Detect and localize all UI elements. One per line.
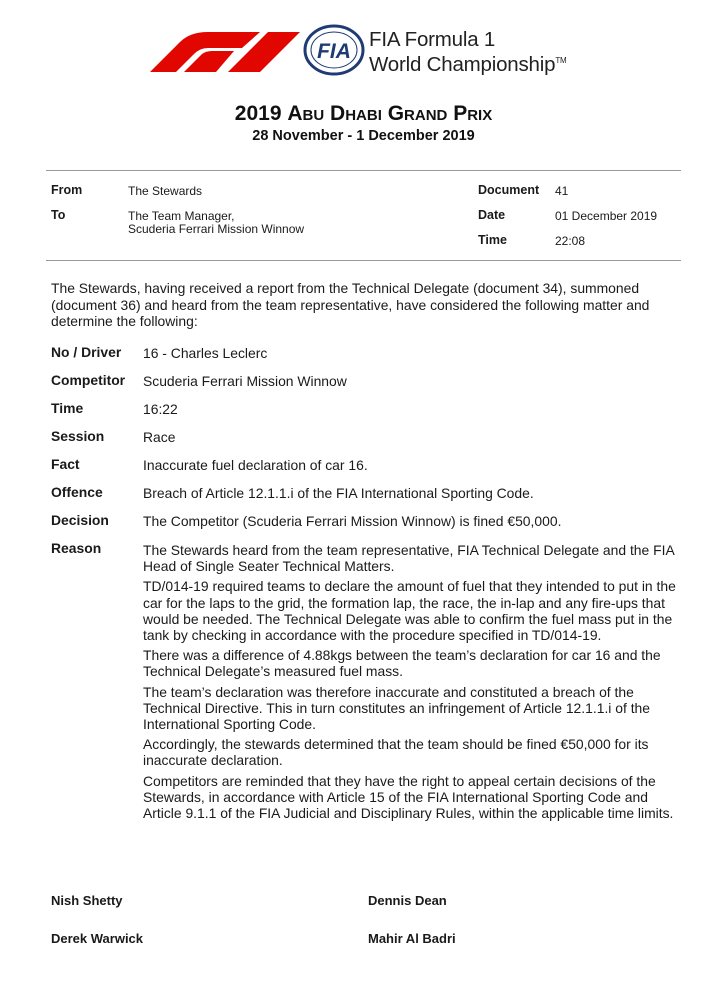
field-label-offence: Offence: [51, 484, 103, 500]
reason-text: [143, 542, 683, 825]
field-label-reason: Reason: [51, 540, 102, 556]
from-value: The Stewards: [128, 184, 203, 198]
header-logo: [150, 24, 580, 76]
reason-paragraph-3: There was a difference of 4.88kgs between the team’s declaration for car 16 and the Technical Delegate’s measured fuel mass.: [143, 647, 661, 680]
signatory-4: Mahir Al Badri: [368, 931, 456, 946]
field-value-time: 16:22: [143, 401, 178, 417]
field-value-fact: Inaccurate fuel declaration of car 16.: [143, 457, 368, 473]
reason-paragraph-2: TD/014-19 required teams to declare the amount of fuel that they intended to put in the car for the laps to the grid, the formation lap, the race, the in-lap and any fire-ups that would be needed. The Technical Delegate was able to confirm the fuel mass put in the tank by checking in accordance with the procedure specified in TD/014-19.: [143, 578, 676, 644]
divider-bottom: [46, 260, 681, 261]
reason-paragraph-4: The team’s declaration was therefore inaccurate and constituted a breach of the Technical Directive. This in turn constitutes an infringement of Article 12.1.1.i of the International Sporting Code.: [143, 683, 651, 733]
org-name: [369, 29, 566, 75]
field-value-offence: Breach of Article 12.1.1.i of the FIA International Sporting Code.: [143, 485, 534, 501]
title-event: Abu Dhabi Grand Prix: [287, 102, 493, 125]
event-dates: 28 November - 1 December 2019: [252, 128, 475, 144]
to-label: To: [51, 208, 66, 222]
to-value-line-2: Scuderia Ferrari Mission Winnow: [128, 222, 305, 236]
signatory-3: Derek Warwick: [51, 931, 144, 946]
title-year: 2019: [234, 102, 282, 125]
field-label-driver: No / Driver: [51, 344, 122, 360]
date-label: Date: [478, 208, 506, 222]
f1-logo-icon: [150, 30, 300, 72]
trademark: TM: [555, 56, 567, 65]
field-value-session: Race: [143, 429, 176, 445]
document-value: 41: [555, 184, 569, 198]
signatory-1: Nish Shetty: [51, 893, 123, 908]
fia-badge-icon: [303, 24, 365, 76]
field-value-competitor: Scuderia Ferrari Mission Winnow: [143, 373, 347, 389]
field-label-competitor: Competitor: [51, 372, 126, 388]
divider-top: [46, 170, 681, 171]
field-value-driver: 16 - Charles Leclerc: [143, 345, 268, 361]
reason-paragraph-6: Competitors are reminded that they have the right to appeal certain decisions of the Stewards, in accordance with Article 15 of the FIA International Sporting Code and Article 9.1.1 of the FIA Judicial and Disciplinary Rules, within the applicable time limits.: [143, 772, 674, 822]
to-value-line-1: The Team Manager,: [128, 209, 235, 223]
time-value: 22:08: [555, 234, 586, 248]
document-label: Document: [478, 183, 540, 197]
reason-paragraph-5: Accordingly, the stewards determined that the team should be fined €50,000 for its inaccurate declaration.: [143, 736, 649, 769]
field-value-decision: The Competitor (Scuderia Ferrari Mission Winnow) is fined €50,000.: [143, 513, 562, 529]
date-value: 01 December 2019: [555, 209, 658, 223]
fia-badge-text: FIA: [317, 40, 351, 63]
org-line-1: FIA Formula 1: [369, 28, 496, 51]
from-label: From: [51, 183, 83, 197]
field-label-session: Session: [51, 428, 105, 444]
to-value: [128, 210, 304, 236]
field-label-time: Time: [51, 400, 84, 416]
field-label-fact: Fact: [51, 456, 80, 472]
intro-paragraph: The Stewards, having received a report from the Technical Delegate (document 34), summoned (document 36) and heard from the team representative, have considered the following matter and determine the following:: [51, 280, 650, 329]
reason-paragraph-1: The Stewards heard from the team representative, FIA Technical Delegate and the FIA Head of Single Seater Technical Matters.: [143, 542, 674, 575]
time-label: Time: [478, 233, 507, 247]
signatory-2: Dennis Dean: [368, 893, 447, 908]
org-line-2: World Championship: [369, 52, 556, 76]
page-title: [0, 102, 727, 126]
field-label-decision: Decision: [51, 512, 109, 528]
